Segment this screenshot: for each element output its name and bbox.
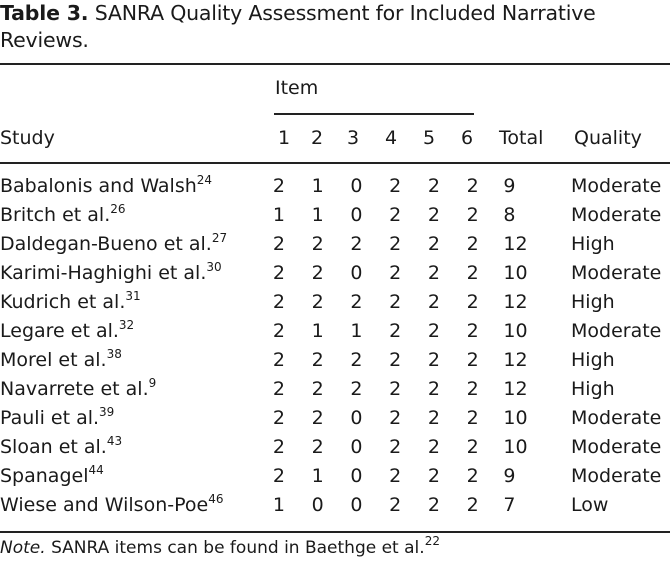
note-label: Note. xyxy=(0,538,46,558)
study-name: Karimi-Haghighi et al. xyxy=(0,262,207,284)
study-cell xyxy=(0,404,269,433)
total-score: 7 xyxy=(503,494,516,516)
study-name: Pauli et al. xyxy=(0,407,100,429)
item-1-score: 2 xyxy=(272,175,285,197)
table-note xyxy=(0,534,440,558)
total-score: 10 xyxy=(503,262,528,284)
note-reference: 22 xyxy=(424,534,440,549)
item-1-score: 1 xyxy=(272,494,285,516)
study-name: Wiese and Wilson-Poe xyxy=(0,494,209,516)
item-3-score: 2 xyxy=(350,233,363,255)
item-1-score: 2 xyxy=(272,291,285,313)
item-6-score: 2 xyxy=(466,233,479,255)
item-6-score: 2 xyxy=(466,494,479,516)
item-2-score: 1 xyxy=(311,465,324,487)
quality-rating: Moderate xyxy=(571,262,662,284)
table-row xyxy=(0,317,670,346)
header-rule xyxy=(0,162,670,164)
study-cell xyxy=(0,230,269,259)
study-reference: 46 xyxy=(208,491,224,506)
item-3-score: 0 xyxy=(350,465,363,487)
bottom-rule xyxy=(0,531,670,533)
item-2-score: 1 xyxy=(311,175,324,197)
total-score: 9 xyxy=(503,465,516,487)
item-1-column-header: 1 xyxy=(278,127,291,149)
table-body xyxy=(0,172,670,520)
study-name: Britch et al. xyxy=(0,204,111,226)
study-cell xyxy=(0,288,269,317)
item-3-score: 1 xyxy=(350,320,363,342)
table-row xyxy=(0,375,670,404)
study-reference: 43 xyxy=(106,433,123,448)
item-1-score: 2 xyxy=(272,233,285,255)
item-5-score: 2 xyxy=(427,291,440,313)
study-cell xyxy=(0,259,269,288)
note-text: SANRA items can be found in Baethge et al. xyxy=(51,538,425,558)
study-cell xyxy=(0,433,269,462)
quality-column-header: Quality xyxy=(574,127,642,149)
study-reference: 38 xyxy=(106,346,122,361)
item-5-score: 2 xyxy=(427,204,440,226)
table-caption xyxy=(0,0,660,54)
item-1-score: 2 xyxy=(272,262,285,284)
item-2-score: 2 xyxy=(311,349,324,371)
item-2-score: 2 xyxy=(311,407,324,429)
item-6-score: 2 xyxy=(466,320,479,342)
table-row xyxy=(0,433,670,462)
study-name: Sloan et al. xyxy=(0,436,107,458)
study-cell xyxy=(0,462,269,491)
study-cell xyxy=(0,172,269,201)
item-6-score: 2 xyxy=(466,262,479,284)
table-row xyxy=(0,230,670,259)
study-reference: 30 xyxy=(206,259,222,274)
item-2-score: 1 xyxy=(311,204,324,226)
item-1-score: 2 xyxy=(272,349,285,371)
item-2-score: 1 xyxy=(311,320,324,342)
total-score: 12 xyxy=(503,233,528,255)
item-2-score: 2 xyxy=(311,378,324,400)
item-5-score: 2 xyxy=(427,175,440,197)
item-1-score: 2 xyxy=(272,436,285,458)
item-3-score: 0 xyxy=(350,407,363,429)
item-4-score: 2 xyxy=(389,494,402,516)
item-3-score: 0 xyxy=(350,494,363,516)
item-3-score: 0 xyxy=(350,175,363,197)
item-6-score: 2 xyxy=(466,407,479,429)
item-2-score: 0 xyxy=(311,494,324,516)
table-row xyxy=(0,491,670,520)
item-4-score: 2 xyxy=(389,291,402,313)
study-reference: 39 xyxy=(99,404,115,419)
quality-rating: Moderate xyxy=(571,320,662,342)
study-name: Navarrete et al. xyxy=(0,378,149,400)
total-column-header: Total xyxy=(499,127,544,149)
table-row xyxy=(0,172,670,201)
item-6-score: 2 xyxy=(466,349,479,371)
item-4-score: 2 xyxy=(389,175,402,197)
total-score: 10 xyxy=(503,407,528,429)
total-score: 10 xyxy=(503,436,528,458)
item-5-score: 2 xyxy=(427,436,440,458)
item-6-score: 2 xyxy=(466,436,479,458)
total-score: 8 xyxy=(503,204,516,226)
study-cell xyxy=(0,346,269,375)
table-row xyxy=(0,346,670,375)
caption-label: Table 3. xyxy=(0,1,89,25)
study-reference: 27 xyxy=(211,230,228,245)
study-reference: 44 xyxy=(88,462,104,477)
quality-rating: Low xyxy=(571,494,609,516)
study-reference: 26 xyxy=(110,201,126,216)
table-row xyxy=(0,201,670,230)
item-3-score: 0 xyxy=(350,204,363,226)
quality-rating: Moderate xyxy=(571,175,662,197)
study-name: Kudrich et al. xyxy=(0,291,126,313)
item-5-score: 2 xyxy=(427,349,440,371)
item-1-score: 2 xyxy=(272,378,285,400)
study-name: Daldegan-Bueno et al. xyxy=(0,233,212,255)
item-3-score: 0 xyxy=(350,436,363,458)
item-3-score: 0 xyxy=(350,262,363,284)
total-score: 12 xyxy=(503,291,528,313)
study-name: Morel et al. xyxy=(0,349,107,371)
study-name: Legare et al. xyxy=(0,320,119,342)
quality-rating: Moderate xyxy=(571,204,662,226)
item-4-score: 2 xyxy=(389,436,402,458)
quality-rating: Moderate xyxy=(571,407,662,429)
study-name: Spanagel xyxy=(0,465,89,487)
item-3-score: 2 xyxy=(350,378,363,400)
quality-rating: Moderate xyxy=(571,465,662,487)
item-6-column-header: 6 xyxy=(461,127,474,149)
study-column-header: Study xyxy=(0,127,55,149)
item-4-score: 2 xyxy=(389,349,402,371)
item-5-score: 2 xyxy=(427,320,440,342)
quality-rating: High xyxy=(571,378,615,400)
item-4-score: 2 xyxy=(389,465,402,487)
item-group-rule xyxy=(274,113,474,115)
study-reference: 32 xyxy=(118,317,135,332)
item-1-score: 2 xyxy=(272,465,285,487)
item-2-score: 2 xyxy=(311,436,324,458)
item-6-score: 2 xyxy=(466,465,479,487)
quality-rating: High xyxy=(571,291,615,313)
item-3-column-header: 3 xyxy=(347,127,360,149)
table-row xyxy=(0,462,670,491)
study-name: Babalonis and Walsh xyxy=(0,175,197,197)
study-cell xyxy=(0,317,269,346)
study-reference: 24 xyxy=(196,172,213,187)
item-5-score: 2 xyxy=(427,262,440,284)
quality-rating: Moderate xyxy=(571,436,662,458)
item-6-score: 2 xyxy=(466,378,479,400)
quality-rating: High xyxy=(571,349,615,371)
total-score: 12 xyxy=(503,378,528,400)
item-3-score: 2 xyxy=(350,291,363,313)
item-1-score: 1 xyxy=(272,204,285,226)
item-4-score: 2 xyxy=(389,320,402,342)
item-1-score: 2 xyxy=(272,320,285,342)
item-1-score: 2 xyxy=(272,407,285,429)
item-2-score: 2 xyxy=(311,262,324,284)
study-reference: 9 xyxy=(148,375,157,390)
item-5-score: 2 xyxy=(427,465,440,487)
item-group-header: Item xyxy=(275,77,319,99)
item-2-column-header: 2 xyxy=(311,127,324,149)
table-row xyxy=(0,288,670,317)
item-2-score: 2 xyxy=(311,233,324,255)
item-4-score: 2 xyxy=(389,262,402,284)
table-row xyxy=(0,259,670,288)
total-score: 10 xyxy=(503,320,528,342)
total-score: 12 xyxy=(503,349,528,371)
study-cell xyxy=(0,375,269,404)
item-6-score: 2 xyxy=(466,291,479,313)
item-2-score: 2 xyxy=(311,291,324,313)
item-3-score: 2 xyxy=(350,349,363,371)
study-cell xyxy=(0,491,269,520)
item-4-score: 2 xyxy=(389,378,402,400)
item-5-score: 2 xyxy=(427,407,440,429)
table-row xyxy=(0,404,670,433)
item-4-score: 2 xyxy=(389,204,402,226)
study-cell xyxy=(0,201,269,230)
item-4-score: 2 xyxy=(389,407,402,429)
item-5-score: 2 xyxy=(427,494,440,516)
assessment-table xyxy=(0,172,670,520)
top-rule xyxy=(0,63,670,65)
item-6-score: 2 xyxy=(466,204,479,226)
item-4-column-header: 4 xyxy=(385,127,398,149)
item-5-column-header: 5 xyxy=(423,127,436,149)
item-5-score: 2 xyxy=(427,378,440,400)
item-5-score: 2 xyxy=(427,233,440,255)
quality-rating: High xyxy=(571,233,615,255)
total-score: 9 xyxy=(503,175,516,197)
item-4-score: 2 xyxy=(389,233,402,255)
caption-text: SANRA Quality Assessment for Included Narrative Reviews. xyxy=(0,1,596,52)
item-6-score: 2 xyxy=(466,175,479,197)
study-reference: 31 xyxy=(125,288,141,303)
